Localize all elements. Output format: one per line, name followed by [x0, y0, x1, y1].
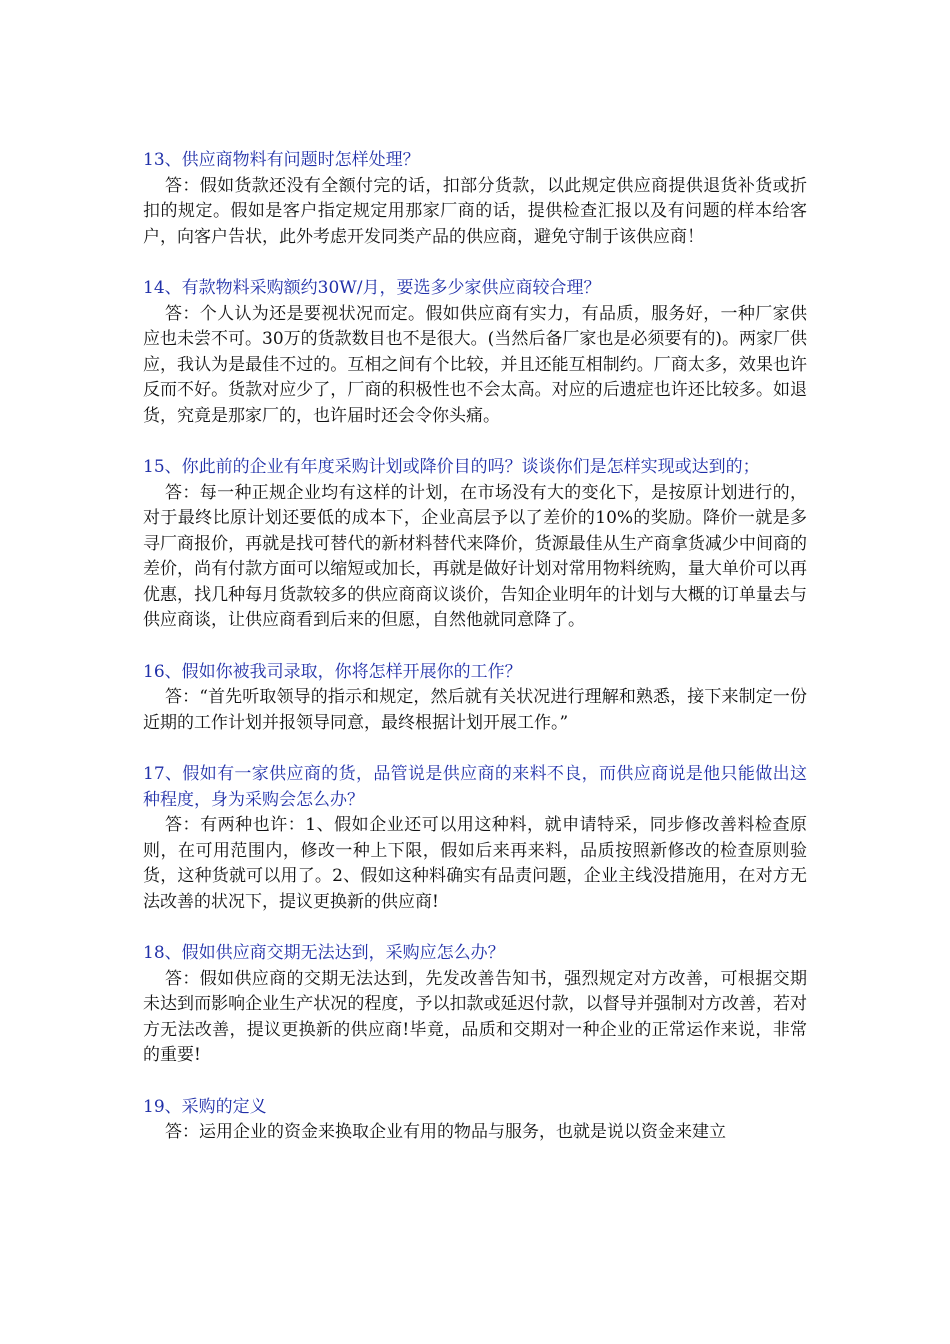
answer-15: 答：每一种正规企业均有这样的计划，在市场没有大的变化下，是按原计划进行的，对于最终比原计划还要低的成本下，企业高层予以了差价的10%的奖励。降价一就是多寻厂商报价，再就是找可替代的新材料替代来降价，货源最佳从生产商拿货减少中间商的差价，尚有付款方面可以缩短或加长，再就是做好计划对常用物料统购，量大单价可以再优惠，找几种每月货款较多的供应商商议谈价，告知企业明年的计划与大概的订单量去与供应商谈，让供应商看到后来的但愿，自然他就同意降了。	[143, 482, 807, 630]
answer-18: 答：假如供应商的交期无法达到，先发改善告知书，强烈规定对方改善，可根据交期未达到而影响企业生产状况的程度，予以扣款或延迟付款，以督导并强制对方改善，若对方无法改善，提议更换新的供应商!毕竟，品质和交期对一种企业的正常运作来说，非常的重要!	[143, 968, 807, 1065]
qa-item-18	[143, 941, 807, 1069]
qa-item-14	[143, 276, 807, 429]
answer-13: 答：假如货款还没有全额付完的话，扣部分货款，以此规定供应商提供退货补货或折扣的规定。假如是客户指定规定用那家厂商的话，提供检查汇报以及有问题的样本给客户，向客户告状，此外考虑开发同类产品的供应商，避免守制于该供应商！	[143, 175, 807, 247]
question-17: 17、假如有一家供应商的货，品管说是供应商的来料不良，而供应商说是他只能做出这种程度，身为采购会怎么办？	[143, 764, 807, 810]
qa-item-13	[143, 148, 807, 250]
question-14: 14、有款物料采购额约30W/月，要选多少家供应商较合理？	[143, 278, 601, 298]
qa-item-15	[143, 455, 807, 634]
qa-item-17	[143, 762, 807, 915]
answer-16: 答：“首先听取领导的指示和规定，然后就有关状况进行理解和熟悉，接下来制定一份近期的工作计划并报领导同意，最终根据计划开展工作。”	[143, 687, 807, 733]
question-15: 15、你此前的企业有年度采购计划或降价目的吗？谈谈你们是怎样实现或达到的；	[143, 457, 760, 477]
question-13: 13、供应商物料有问题时怎样处理？	[143, 150, 420, 170]
question-19: 19、采购的定义	[143, 1096, 267, 1117]
question-18: 18、假如供应商交期无法达到，采购应怎么办？	[143, 943, 505, 963]
document-page	[143, 148, 807, 1172]
answer-14: 答：个人认为还是要视状况而定。假如供应商有实力，有品质，服务好，一种厂家供应也未尝不可。30万的货款数目也不是很大。(当然后备厂家也是必须要有的)。两家厂供应，我认为是最佳不过的。互相之间有个比较，并且还能互相制约。厂商太多，效果也许反而不好。货款对应少了，厂商的积极性也不会太高。对应的后遗症也许还比较多。如退货，究竟是那家厂的，也许届时还会令你头痛。	[143, 303, 807, 426]
qa-item-16	[143, 660, 807, 737]
qa-item-19	[143, 1095, 807, 1146]
answer-19: 答：运用企业的资金来换取企业有用的物品与服务，也就是说以资金来建立	[165, 1122, 726, 1142]
answer-17: 答：有两种也许：1、假如企业还可以用这种料，就申请特采，同步修改善料检查原则，在可用范围内，修改一种上下限，假如后来再来料，品质按照新修改的检查原则验货，这种货就可以用了。2、假如这种料确实有品责问题，企业主线没措施用，在对方无法改善的状况下，提议更换新的供应商!	[143, 815, 807, 912]
question-16: 16、假如你被我司录取，你将怎样开展你的工作？	[143, 661, 522, 682]
